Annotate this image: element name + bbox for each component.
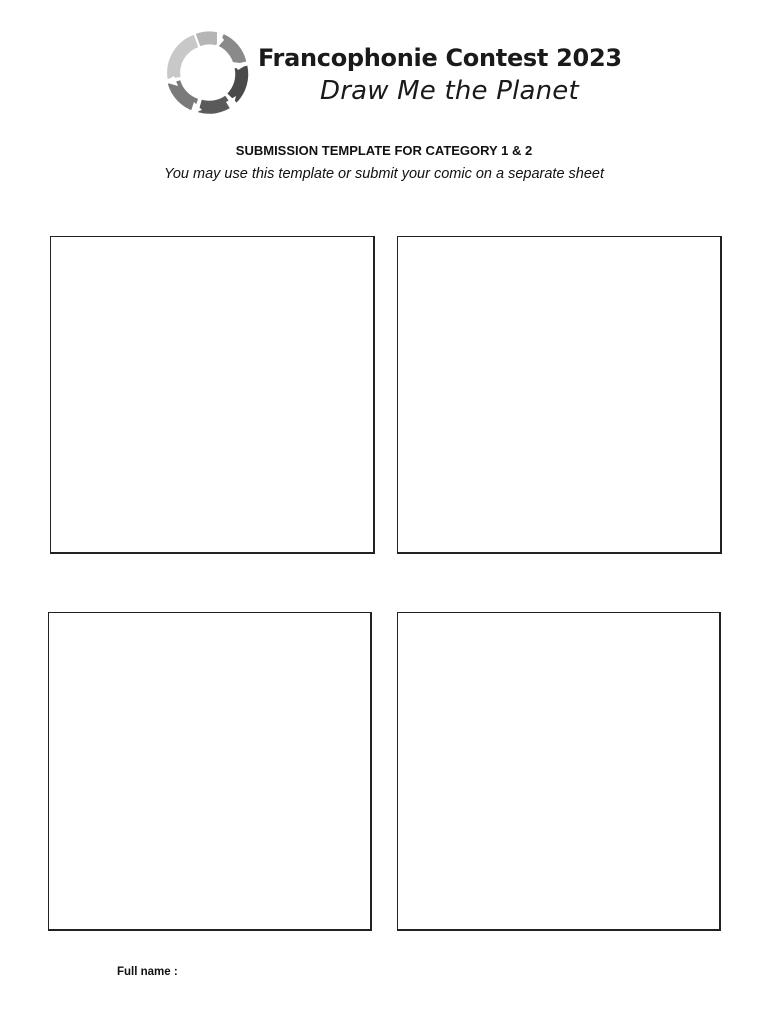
comic-panel-1 — [50, 236, 375, 554]
comic-panel-3 — [48, 612, 372, 931]
comic-panel-4 — [397, 612, 721, 931]
full-name-label: Full name : — [117, 966, 178, 978]
contest-title: Francophonie Contest 2023 — [258, 44, 622, 72]
template-heading: SUBMISSION TEMPLATE FOR CATEGORY 1 & 2 — [235, 143, 533, 158]
comic-panel-2 — [397, 236, 722, 554]
contest-logo — [160, 26, 622, 120]
contest-subtitle: Draw Me the Planet — [320, 76, 579, 106]
circular-arrows-ring-icon — [160, 26, 254, 120]
template-instructions: You may use this template or submit your comic on a separate sheet — [163, 166, 605, 182]
